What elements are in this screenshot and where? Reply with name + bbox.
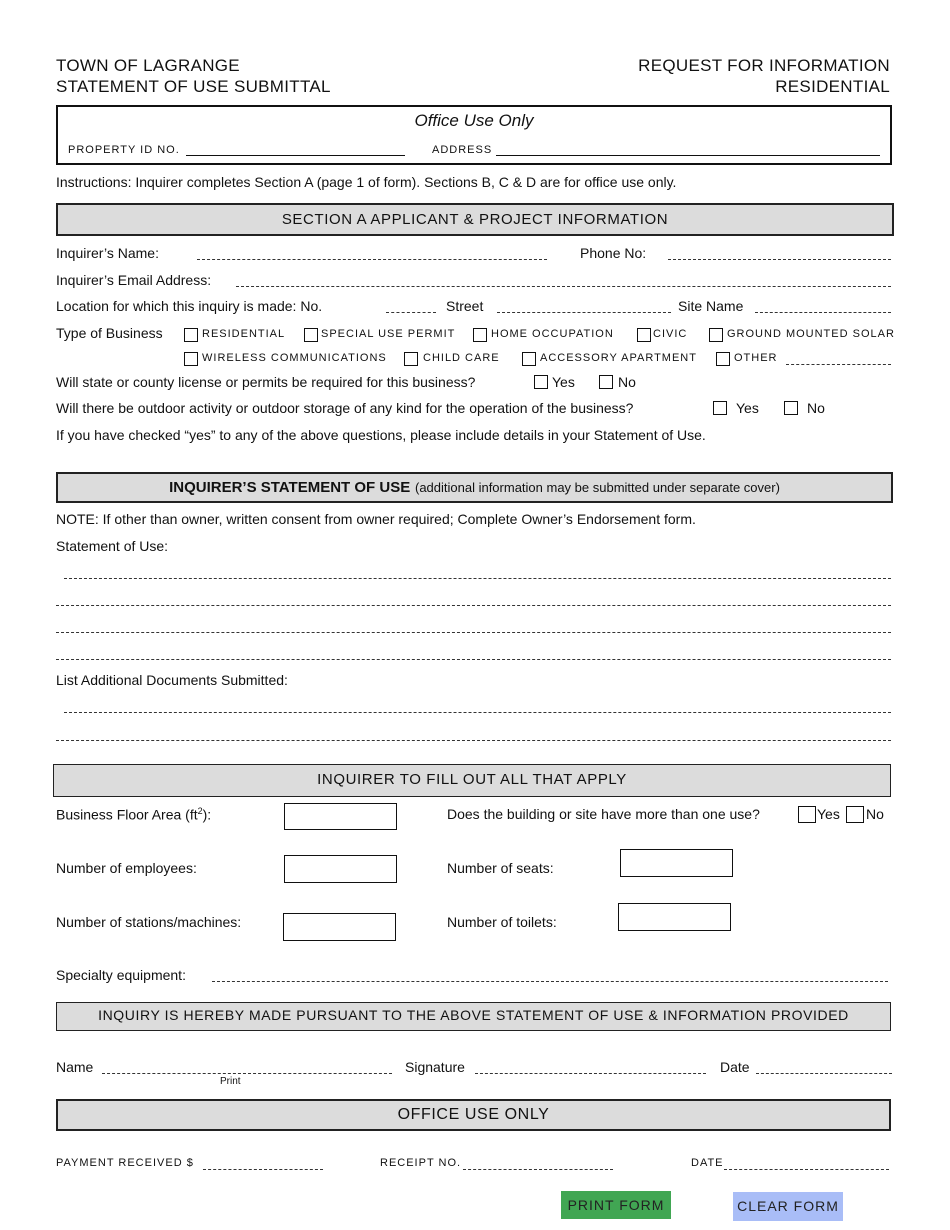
accessory-apartment-label: ACCESSORY APARTMENT bbox=[540, 352, 697, 364]
license-no-label: No bbox=[618, 374, 636, 390]
home-occupation-label: HOME OCCUPATION bbox=[491, 328, 614, 340]
docs-line[interactable] bbox=[64, 712, 891, 713]
child-care-label: CHILD CARE bbox=[423, 352, 500, 364]
receipt-label: RECEIPT NO. bbox=[380, 1157, 462, 1169]
name-field[interactable] bbox=[197, 259, 547, 260]
name-label: Inquirer’s Name: bbox=[56, 245, 159, 261]
signature-label: Signature bbox=[405, 1059, 465, 1075]
multi-use-no-checkbox[interactable] bbox=[846, 806, 864, 823]
address-label: ADDRESS bbox=[432, 144, 493, 156]
statement-header bbox=[56, 472, 893, 503]
owner-consent-note: NOTE: If other than owner, written consent from owner required; Complete Owner’s Endorsement form. bbox=[56, 511, 696, 527]
location-label: Location for which this inquiry is made: No. bbox=[56, 298, 323, 314]
stations-label: Number of stations/machines: bbox=[56, 914, 242, 930]
toilets-input[interactable] bbox=[618, 903, 731, 931]
license-question: Will state or county license or permits be required for this business? bbox=[56, 374, 476, 390]
floor-area-suffix: ): bbox=[202, 806, 212, 823]
yes-note: If you have checked “yes” to any of the above questions, please include details in your Statement of Use. bbox=[56, 427, 706, 443]
employees-label: Number of employees: bbox=[56, 860, 197, 876]
statement-line[interactable] bbox=[56, 605, 891, 606]
print-form-button[interactable]: PRINT FORM bbox=[561, 1191, 671, 1219]
office-date-label: DATE bbox=[691, 1157, 724, 1169]
instructions: Instructions: Inquirer completes Section A (page 1 of form). Sections B, C & D are for office use only. bbox=[56, 174, 677, 190]
fill-header: INQUIRER TO FILL OUT ALL THAT APPLY bbox=[53, 764, 891, 797]
other-label: OTHER bbox=[734, 352, 778, 364]
property-id-field[interactable] bbox=[186, 155, 405, 156]
license-no-checkbox[interactable] bbox=[599, 375, 613, 389]
docs-label: List Additional Documents Submitted: bbox=[56, 672, 288, 688]
location-number-field[interactable] bbox=[386, 312, 436, 313]
inquiry-name-field[interactable] bbox=[102, 1073, 392, 1074]
inquiry-name-label: Name bbox=[56, 1059, 94, 1075]
floor-area-input[interactable] bbox=[284, 803, 397, 830]
specialty-label: Specialty equipment: bbox=[56, 967, 186, 983]
office-use-title: Office Use Only bbox=[414, 111, 534, 130]
toilets-label: Number of toilets: bbox=[447, 914, 557, 930]
site-name-field[interactable] bbox=[755, 312, 891, 313]
phone-field[interactable] bbox=[668, 259, 891, 260]
seats-input[interactable] bbox=[620, 849, 733, 877]
multi-use-no-label: No bbox=[866, 806, 884, 822]
outdoor-yes-label: Yes bbox=[736, 400, 759, 416]
payment-field[interactable] bbox=[203, 1169, 323, 1170]
signature-field[interactable] bbox=[475, 1073, 706, 1074]
phone-label: Phone No: bbox=[580, 245, 647, 261]
residential-checkbox[interactable] bbox=[184, 328, 198, 342]
inquiry-header: INQUIRY IS HEREBY MADE PURSUANT TO THE ABOVE STATEMENT OF USE & INFORMATION PROVIDED bbox=[56, 1002, 891, 1031]
wireless-communications-label: WIRELESS COMMUNICATIONS bbox=[202, 352, 387, 364]
wireless-communications-checkbox[interactable] bbox=[184, 352, 198, 366]
multi-use-yes-label: Yes bbox=[817, 806, 840, 822]
child-care-checkbox[interactable] bbox=[404, 352, 418, 366]
business-type-label: Type of Business bbox=[56, 325, 163, 341]
site-name-label: Site Name bbox=[678, 298, 744, 314]
outdoor-no-checkbox[interactable] bbox=[784, 401, 798, 415]
statement-line[interactable] bbox=[56, 632, 891, 633]
multi-use-yes-checkbox[interactable] bbox=[798, 806, 816, 823]
outdoor-question: Will there be outdoor activity or outdoor storage of any kind for the operation of the business? bbox=[56, 400, 634, 416]
special-use-permit-label: SPECIAL USE PERMIT bbox=[321, 328, 456, 340]
floor-area-text: Business Floor Area (ft bbox=[56, 806, 198, 823]
form-title: REQUEST FOR INFORMATION bbox=[638, 56, 890, 75]
statement-line[interactable] bbox=[64, 578, 891, 579]
civic-checkbox[interactable] bbox=[637, 328, 651, 342]
accessory-apartment-checkbox[interactable] bbox=[522, 352, 536, 366]
specialty-field[interactable] bbox=[212, 981, 888, 982]
form-subtitle: STATEMENT OF USE SUBMITTAL bbox=[56, 77, 331, 96]
other-field[interactable] bbox=[786, 364, 891, 365]
docs-line[interactable] bbox=[56, 740, 891, 741]
floor-area-label bbox=[56, 806, 211, 823]
stations-input[interactable] bbox=[283, 913, 396, 941]
multi-use-question: Does the building or site have more than one use? bbox=[447, 806, 760, 822]
home-occupation-checkbox[interactable] bbox=[473, 328, 487, 342]
inquiry-date-field[interactable] bbox=[756, 1073, 892, 1074]
form-type: RESIDENTIAL bbox=[775, 77, 890, 96]
print-hint: Print bbox=[220, 1076, 241, 1087]
ground-mounted-solar-label: GROUND MOUNTED SOLAR bbox=[727, 328, 895, 340]
civic-label: CIVIC bbox=[653, 328, 688, 340]
license-yes-label: Yes bbox=[552, 374, 575, 390]
statement-line[interactable] bbox=[56, 659, 891, 660]
floor-area-sup: 2 bbox=[197, 806, 203, 816]
statement-label: Statement of Use: bbox=[56, 538, 169, 554]
outdoor-yes-checkbox[interactable] bbox=[713, 401, 727, 415]
residential-label: RESIDENTIAL bbox=[202, 328, 286, 340]
office-date-field[interactable] bbox=[724, 1169, 889, 1170]
inquiry-date-label: Date bbox=[720, 1059, 750, 1075]
town-name: TOWN OF LAGRANGE bbox=[56, 56, 240, 75]
email-field[interactable] bbox=[236, 286, 891, 287]
office-use-header: OFFICE USE ONLY bbox=[56, 1099, 891, 1131]
street-label: Street bbox=[446, 298, 484, 314]
section-a-header: SECTION A APPLICANT & PROJECT INFORMATION bbox=[56, 203, 894, 236]
property-id-label: PROPERTY ID NO. bbox=[68, 144, 180, 156]
other-checkbox[interactable] bbox=[716, 352, 730, 366]
payment-label: PAYMENT RECEIVED $ bbox=[56, 1157, 194, 1169]
email-label: Inquirer’s Email Address: bbox=[56, 272, 212, 288]
receipt-field[interactable] bbox=[463, 1169, 613, 1170]
clear-form-button[interactable]: CLEAR FORM bbox=[733, 1192, 843, 1221]
license-yes-checkbox[interactable] bbox=[534, 375, 548, 389]
outdoor-no-label: No bbox=[807, 400, 825, 416]
special-use-permit-checkbox[interactable] bbox=[304, 328, 318, 342]
ground-mounted-solar-checkbox[interactable] bbox=[709, 328, 723, 342]
employees-input[interactable] bbox=[284, 855, 397, 883]
statement-title: INQUIRER’S STATEMENT OF USE bbox=[169, 479, 411, 496]
statement-subtitle: (additional information may be submitted under separate cover) bbox=[414, 480, 780, 495]
street-field[interactable] bbox=[497, 312, 671, 313]
seats-label: Number of seats: bbox=[447, 860, 554, 876]
address-field[interactable] bbox=[496, 155, 880, 156]
